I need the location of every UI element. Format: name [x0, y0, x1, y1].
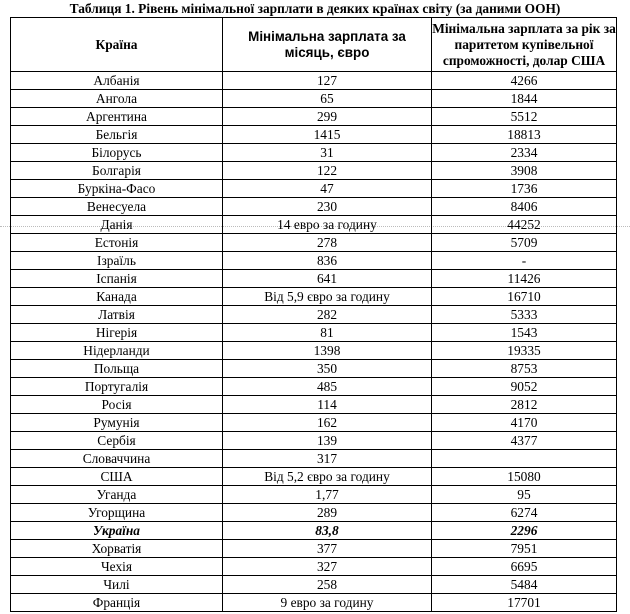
cell-monthly-wage: Від 5,9 євро за годину	[223, 288, 432, 306]
cell-yearly-ppp: 1543	[432, 324, 617, 342]
cell-monthly-wage: 122	[223, 162, 432, 180]
cell-yearly-ppp: 19335	[432, 342, 617, 360]
cell-country: Албанія	[11, 72, 223, 90]
cell-monthly-wage: 350	[223, 360, 432, 378]
cell-monthly-wage: 282	[223, 306, 432, 324]
table-row	[11, 324, 617, 342]
cell-country: Уганда	[11, 486, 223, 504]
cell-country: Данія	[11, 216, 223, 234]
cell-monthly-wage: 230	[223, 198, 432, 216]
cell-monthly-wage: 258	[223, 576, 432, 594]
cell-country: Росія	[11, 396, 223, 414]
cell-yearly-ppp: 5333	[432, 306, 617, 324]
cell-monthly-wage: 47	[223, 180, 432, 198]
table-caption: Таблиця 1. Рівень мінімальної зарплати в деяких країнах світу (за даними ООН)	[69, 1, 561, 16]
cell-country: Сербія	[11, 432, 223, 450]
table-row	[11, 468, 617, 486]
table-row	[11, 198, 617, 216]
table-row	[11, 342, 617, 360]
cell-country: Ізраїль	[11, 252, 223, 270]
cell-monthly-wage: 1,77	[223, 486, 432, 504]
cell-yearly-ppp: 15080	[432, 468, 617, 486]
table-row	[11, 540, 617, 558]
cell-monthly-wage: 289	[223, 504, 432, 522]
table-row	[11, 180, 617, 198]
cell-monthly-wage: 127	[223, 72, 432, 90]
cell-yearly-ppp: -	[432, 252, 617, 270]
cell-yearly-ppp: 2334	[432, 144, 617, 162]
cell-yearly-ppp: 1736	[432, 180, 617, 198]
table-row	[11, 216, 617, 234]
cell-country: США	[11, 468, 223, 486]
cell-yearly-ppp: 4377	[432, 432, 617, 450]
table-row	[11, 432, 617, 450]
table-row	[11, 144, 617, 162]
cell-monthly-wage: 836	[223, 252, 432, 270]
cell-monthly-wage: 9 евро за годину	[223, 594, 432, 612]
table-row	[11, 234, 617, 252]
table-row	[11, 252, 617, 270]
cell-yearly-ppp: 7951	[432, 540, 617, 558]
cell-country: Польща	[11, 360, 223, 378]
cell-yearly-ppp: 4170	[432, 414, 617, 432]
table-row	[11, 126, 617, 144]
cell-yearly-ppp: 5512	[432, 108, 617, 126]
column-header-country: Країна	[11, 18, 223, 72]
cell-yearly-ppp: 95	[432, 486, 617, 504]
table-row	[11, 162, 617, 180]
cell-country: Білорусь	[11, 144, 223, 162]
table-row	[11, 108, 617, 126]
cell-monthly-wage: 317	[223, 450, 432, 468]
table-row	[11, 486, 617, 504]
cell-country: Болгарія	[11, 162, 223, 180]
cell-yearly-ppp: 6274	[432, 504, 617, 522]
cell-country: Нідерланди	[11, 342, 223, 360]
table-row	[11, 90, 617, 108]
table-row	[11, 360, 617, 378]
cell-monthly-wage: 162	[223, 414, 432, 432]
cell-country: Україна	[11, 522, 223, 540]
cell-country: Угорщина	[11, 504, 223, 522]
cell-country: Естонія	[11, 234, 223, 252]
cell-yearly-ppp: 5709	[432, 234, 617, 252]
table-row	[11, 576, 617, 594]
cell-yearly-ppp: 3908	[432, 162, 617, 180]
table-row	[11, 270, 617, 288]
table-row	[11, 558, 617, 576]
table-row	[11, 594, 617, 612]
cell-monthly-wage: Від 5,2 євро за годину	[223, 468, 432, 486]
cell-monthly-wage: 299	[223, 108, 432, 126]
table-row	[11, 306, 617, 324]
cell-country: Нігерія	[11, 324, 223, 342]
cell-monthly-wage: 641	[223, 270, 432, 288]
cell-yearly-ppp: 17701	[432, 594, 617, 612]
cell-country: Канада	[11, 288, 223, 306]
cell-monthly-wage: 83,8	[223, 522, 432, 540]
cell-country: Франція	[11, 594, 223, 612]
cell-monthly-wage: 1415	[223, 126, 432, 144]
cell-yearly-ppp: 4266	[432, 72, 617, 90]
table-row	[11, 396, 617, 414]
cell-monthly-wage: 278	[223, 234, 432, 252]
table-row	[11, 378, 617, 396]
cell-country: Хорватія	[11, 540, 223, 558]
cell-monthly-wage: 31	[223, 144, 432, 162]
table-header-row	[11, 18, 617, 72]
cell-yearly-ppp: 6695	[432, 558, 617, 576]
cell-country: Словаччина	[11, 450, 223, 468]
cell-country: Португалія	[11, 378, 223, 396]
table-row	[11, 414, 617, 432]
cell-yearly-ppp: 2812	[432, 396, 617, 414]
cell-country: Латвія	[11, 306, 223, 324]
minimum-wage-table	[10, 17, 617, 612]
cell-yearly-ppp: 18813	[432, 126, 617, 144]
cell-monthly-wage: 327	[223, 558, 432, 576]
cell-country: Румунія	[11, 414, 223, 432]
cell-country: Ангола	[11, 90, 223, 108]
cell-yearly-ppp: 8753	[432, 360, 617, 378]
cell-country: Аргентина	[11, 108, 223, 126]
table-row	[11, 522, 617, 540]
cell-yearly-ppp: 5484	[432, 576, 617, 594]
cell-monthly-wage: 1398	[223, 342, 432, 360]
cell-yearly-ppp: 9052	[432, 378, 617, 396]
cell-yearly-ppp: 44252	[432, 216, 617, 234]
cell-country: Чехія	[11, 558, 223, 576]
cell-monthly-wage: 65	[223, 90, 432, 108]
cell-yearly-ppp: 1844	[432, 90, 617, 108]
cell-yearly-ppp	[432, 450, 617, 468]
table-row	[11, 72, 617, 90]
column-header-monthly: Мінімальна зарплата за місяць, євро	[223, 18, 432, 72]
cell-yearly-ppp: 8406	[432, 198, 617, 216]
cell-monthly-wage: 14 евро за годину	[223, 216, 432, 234]
cell-country: Буркіна-Фасо	[11, 180, 223, 198]
cell-country: Чилі	[11, 576, 223, 594]
table-row	[11, 288, 617, 306]
column-header-yearly: Мінімальна зарплата за рік за паритетом купівельної спроможності, долар США	[432, 18, 617, 72]
cell-country: Бельгія	[11, 126, 223, 144]
cell-monthly-wage: 81	[223, 324, 432, 342]
cell-yearly-ppp: 2296	[432, 522, 617, 540]
cell-yearly-ppp: 16710	[432, 288, 617, 306]
cell-monthly-wage: 377	[223, 540, 432, 558]
cell-yearly-ppp: 11426	[432, 270, 617, 288]
table-row	[11, 504, 617, 522]
table-row	[11, 450, 617, 468]
cell-monthly-wage: 139	[223, 432, 432, 450]
cell-country: Венесуела	[11, 198, 223, 216]
cell-monthly-wage: 114	[223, 396, 432, 414]
cell-monthly-wage: 485	[223, 378, 432, 396]
cell-country: Іспанія	[11, 270, 223, 288]
